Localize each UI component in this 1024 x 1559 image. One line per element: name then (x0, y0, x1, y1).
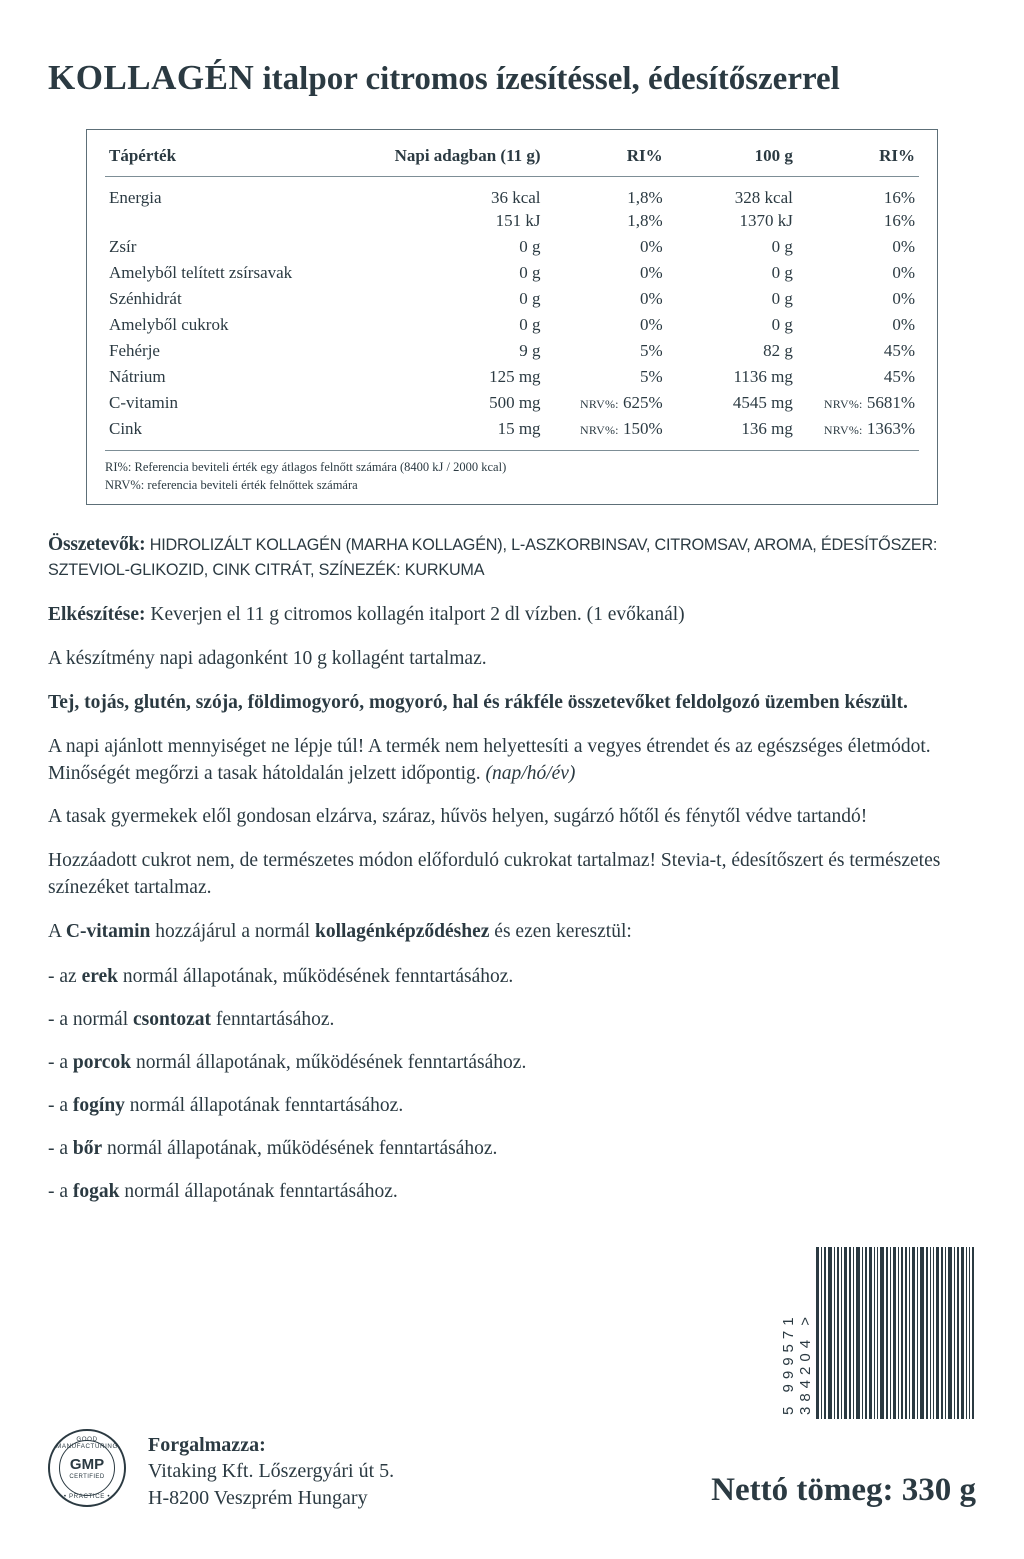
table-row (105, 364, 919, 390)
warning-text: A napi ajánlott mennyiséget ne lépje túl! A termék nem helyettesíti a vegyes étrendet és az egészséges életmódot. Minőségét megőrzi a tasak hátoldalán jelzett időpontig. (48, 735, 931, 784)
cell-per100: 1136 mg (733, 366, 793, 386)
daily-dose-paragraph: A készítmény napi adagonként 10 g kollagént tartalmaz. (48, 647, 487, 669)
sugar-note-paragraph: Hozzáadott cukrot nem, de természetes módon előforduló cukrokat tartalmaz! Stevia-t, édesítőszert és természetes színezéket tartalmaz. (48, 850, 941, 899)
product-brand-word: KOLLAGÉN (48, 58, 255, 97)
nrv-label: NRV%: (580, 396, 619, 411)
cell-nutrient: Fehérje (109, 340, 160, 360)
table-row (105, 176, 919, 211)
cell-ri-100 (797, 416, 919, 442)
table-row (105, 312, 919, 338)
cell-ri-100 (797, 390, 919, 416)
table-footnotes (105, 450, 919, 494)
ingredients-list: HIDROLIZÁLT KOLLAGÉN (MARHA KOLLAGÉN), L-ASZKORBINSAV, CITROMSAV, AROMA, ÉDESÍTŐSZER: SZTEVIOL-GLIKOZID, CINK CITRÁT, SZÍNEZÉK: KURKUMA (48, 536, 938, 579)
claim-keyword: erek (81, 966, 119, 988)
column-header-daily-dose: Napi adagban (11 g) (357, 142, 544, 177)
table-row (105, 338, 919, 364)
storage-paragraph: A tasak gyermekek elől gondosan elzárva, száraz, hűvös helyen, sugárzó hőtől és fénytől védve tartandó! (48, 806, 868, 828)
claim-intro-post: és ezen keresztül: (489, 921, 632, 943)
cell-dose: 15 mg (497, 418, 541, 438)
cell-ri-100: 0% (892, 314, 915, 334)
cell-ri-dose: 1,8% (627, 187, 663, 207)
cell-ri-dose: 0% (639, 262, 663, 282)
claim-intro-pre: A (48, 921, 66, 943)
claim-keyword: porcok (72, 1051, 132, 1073)
cell-dose: 36 kcal (490, 187, 541, 207)
cell-ri-dose: 5% (639, 340, 663, 360)
claim-keyword: bőr (72, 1137, 103, 1159)
product-title-rest: italpor citromos ízesítéssel, édesítőszerrel (262, 61, 840, 97)
page-title (48, 58, 976, 99)
ingredients-paragraph (48, 531, 976, 582)
footnote-nrv: NRV%: referencia beviteli érték felnőttek számára (105, 478, 358, 493)
cell-ri-100: 45% (883, 366, 915, 386)
barcode-bars (816, 1247, 976, 1419)
ingredients-label: Összetevők: (48, 534, 146, 556)
gmp-inner (59, 1440, 115, 1496)
label-body-text (48, 531, 976, 1205)
claim-post: normál állapotának fenntartásához. (124, 1094, 404, 1116)
cell-ri-dose: 5% (639, 366, 663, 386)
list-item (48, 1179, 976, 1206)
column-header-ri-100g: RI% (797, 142, 919, 177)
claim-post: fenntartásához. (211, 1008, 335, 1030)
cell-ri-dose: 0% (639, 288, 663, 308)
distributor-label: Forgalmazza: (148, 1433, 266, 1456)
preparation-text: Keverjen el 11 g citromos kollagén italport 2 dl vízben. (1 evőkanál) (150, 603, 685, 625)
nrv-value: 150% (622, 418, 663, 438)
cell-dose: 125 mg (489, 366, 541, 386)
table-header-row (105, 142, 919, 177)
claim-pre: - az (48, 966, 82, 988)
claim-pre: - a (48, 1137, 73, 1159)
claim-post: normál állapotának, működésének fenntartásához. (118, 966, 514, 988)
list-item (48, 1050, 976, 1077)
nrv-label: NRV%: (823, 422, 863, 437)
claim-keyword: fogíny (72, 1094, 125, 1116)
cell-nutrient: Energia (109, 187, 162, 207)
warning-date-format: (nap/hó/év) (485, 762, 576, 784)
cell-per100: 0 g (771, 262, 793, 282)
net-weight: Nettó tömeg: 330 g (711, 1472, 976, 1508)
claim-keyword: fogak (72, 1180, 120, 1202)
allergen-paragraph (48, 690, 976, 717)
cell-ri-dose: 1,8% (627, 210, 663, 230)
label-footer (48, 1429, 976, 1511)
health-claim-list (48, 964, 976, 1205)
cell-ri-100: 0% (892, 288, 915, 308)
table-row (105, 234, 919, 260)
cell-nutrient: Szénhidrát (109, 288, 182, 308)
cell-per100: 0 g (771, 314, 793, 334)
cell-dose: 9 g (519, 340, 541, 360)
cell-dose: 500 mg (489, 392, 541, 412)
claim-intro-mid: hozzájárul a normál (150, 921, 315, 943)
table-row (105, 286, 919, 312)
column-header-nutrient: Tápérték (105, 142, 357, 177)
claim-vitamin-name: C-vitamin (65, 921, 151, 943)
cell-nutrient: Cink (109, 418, 143, 438)
claim-post: normál állapotának, működésének fenntartásához. (131, 1051, 527, 1073)
nrv-label: NRV%: (580, 422, 619, 437)
gmp-sub-text: CERTIFIED (69, 1473, 105, 1480)
cell-per100: 82 g (763, 340, 793, 360)
list-item (48, 1136, 976, 1163)
claim-post: normál állapotának, működésének fenntartásához. (102, 1137, 498, 1159)
column-header-ri-dose: RI% (545, 142, 667, 177)
nutrition-table-box (86, 129, 938, 505)
claim-pre: - a (48, 1180, 73, 1202)
footnote-ri: RI%: Referencia beviteli érték egy átlagos felnőtt számára (8400 kJ / 2000 kcal) (105, 459, 507, 474)
cell-dose: 0 g (519, 314, 541, 334)
gmp-arc-top: GOOD MANUFACTURING (56, 1436, 118, 1450)
list-item (48, 1007, 976, 1034)
cell-per100: 328 kcal (734, 187, 793, 207)
table-row (105, 390, 919, 416)
gmp-certified-icon (48, 1429, 126, 1507)
column-header-per-100g: 100 g (667, 142, 797, 177)
cell-per100: 1370 kJ (739, 210, 793, 230)
cell-nutrient: Amelyből telített zsírsavak (109, 262, 293, 282)
list-item (48, 964, 976, 991)
cell-nutrient: Zsír (109, 236, 137, 256)
nrv-value: 1363% (866, 418, 915, 438)
barcode (780, 1247, 976, 1419)
table-row (105, 416, 919, 442)
gmp-arc-bottom: • PRACTICE • (63, 1493, 111, 1500)
cell-ri-dose (545, 416, 667, 442)
cell-ri-100: 0% (892, 262, 915, 282)
nrv-value: 5681% (866, 392, 915, 412)
claim-post: normál állapotának fenntartásához. (119, 1180, 398, 1202)
cell-dose: 0 g (519, 262, 541, 282)
cell-dose: 0 g (519, 288, 541, 308)
cell-ri-100: 16% (883, 187, 915, 207)
table-row (105, 260, 919, 286)
warning-paragraph (48, 734, 976, 788)
claim-intro-bold: kollagénképződéshez (314, 921, 490, 943)
cell-nutrient: Nátrium (109, 366, 166, 386)
claim-keyword: csontozat (133, 1008, 211, 1030)
cell-dose: 0 g (519, 236, 541, 256)
claim-pre: - a (48, 1094, 73, 1116)
list-item (48, 1093, 976, 1120)
allergen-text: Tej, tojás, glutén, szója, földimogyoró, mogyoró, hal és rákféle összetevőket feldolgozó üzemben készült. (48, 691, 908, 713)
cell-ri-100: 16% (883, 210, 915, 230)
distributor-block (148, 1432, 394, 1511)
cell-nutrient: C-vitamin (109, 392, 178, 412)
cell-ri-dose: 0% (639, 236, 663, 256)
cell-ri-dose: 0% (639, 314, 663, 334)
preparation-paragraph (48, 602, 976, 629)
cell-ri-dose (545, 390, 667, 416)
cell-per100: 4545 mg (732, 392, 793, 412)
gmp-main-text: GMP (69, 1455, 105, 1473)
cell-ri-100: 0% (892, 236, 915, 256)
barcode-digits: 5 999571 384204 > (780, 1312, 814, 1415)
cell-nutrient: Amelyből cukrok (109, 314, 229, 334)
cell-per100: 0 g (771, 236, 793, 256)
health-claim-intro (48, 919, 976, 946)
cell-dose: 151 kJ (495, 210, 541, 230)
preparation-label: Elkészítése: (48, 603, 146, 625)
cell-nutrient (105, 211, 357, 234)
distributor-line-1: Vitaking Kft. Lőszergyári út 5. (148, 1460, 395, 1483)
distributor-line-2: H-8200 Veszprém Hungary (148, 1486, 368, 1509)
claim-pre: - a (48, 1051, 73, 1073)
nrv-value: 625% (622, 392, 663, 412)
cell-per100: 0 g (771, 288, 793, 308)
cell-ri-100: 45% (883, 340, 915, 360)
nrv-label: NRV%: (823, 396, 863, 411)
table-row (105, 211, 919, 234)
claim-pre: - a normál (48, 1008, 134, 1030)
cell-per100: 136 mg (741, 418, 793, 438)
nutrition-table (105, 142, 919, 442)
